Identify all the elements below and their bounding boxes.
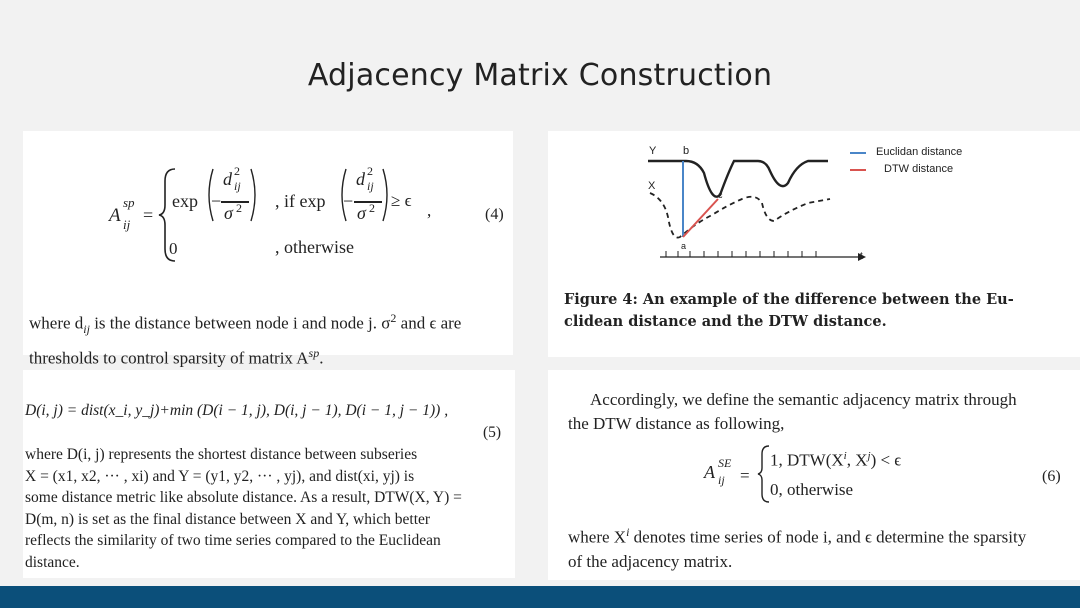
panel1-line1 bbox=[29, 306, 513, 341]
p1-sub: ij bbox=[83, 322, 90, 337]
p1-where: where d bbox=[29, 313, 84, 333]
fig-label-b: b bbox=[683, 145, 690, 157]
dtw-distance-line bbox=[683, 199, 718, 237]
p1-end: and ϵ are bbox=[396, 313, 462, 333]
legend-dtw-label: DTW distance bbox=[884, 163, 954, 175]
eq4-num-sub: ij bbox=[234, 179, 241, 193]
p4-outro-start: where X bbox=[568, 527, 627, 547]
fig-label-c: c bbox=[718, 190, 723, 200]
eq6-case1-start: 1, DTW(X bbox=[770, 450, 844, 470]
eq4-num-sub-2: ij bbox=[367, 179, 374, 193]
fig-label-a: a bbox=[681, 241, 687, 251]
figure-caption bbox=[564, 289, 1064, 333]
dtw-figure bbox=[638, 143, 978, 267]
eq4-comma: , bbox=[427, 201, 432, 220]
eq6-case1-mid: , X bbox=[846, 450, 868, 470]
p3-line3: some distance metric like absolute distance. As a result, DTW(X, Y) = bbox=[25, 489, 462, 506]
p1-sup: 2 bbox=[390, 311, 397, 325]
panel1-paragraph bbox=[29, 306, 513, 371]
eq4-minus: − bbox=[211, 191, 222, 211]
equation-6-panel bbox=[548, 370, 1080, 580]
eq4-equals: = bbox=[143, 205, 154, 225]
caption-line2: clidean distance and the DTW distance. bbox=[564, 313, 887, 330]
eq4-den: σ bbox=[224, 203, 233, 223]
p1-l2-sup: sp bbox=[308, 346, 320, 361]
figure-4-panel bbox=[548, 131, 1080, 357]
eq6-lhs: A bbox=[704, 462, 715, 482]
eq4-zero: 0 bbox=[169, 239, 178, 258]
p3-line6: distance. bbox=[25, 553, 80, 571]
caption-line1: Figure 4: An example of the difference between the Eu- bbox=[564, 291, 1014, 308]
p1-l2-end: . bbox=[319, 348, 324, 368]
eq4-den-sup-2: 2 bbox=[369, 201, 375, 215]
eq6-sup-i: i bbox=[843, 450, 847, 462]
eq5-number: (5) bbox=[483, 424, 502, 441]
fig-label-x: X bbox=[648, 180, 656, 192]
series-x-line bbox=[650, 193, 830, 238]
eq6-case2: 0, otherwise bbox=[770, 480, 854, 499]
eq4-num-sup-2: 2 bbox=[367, 164, 373, 178]
panel4-intro bbox=[568, 388, 1068, 436]
eq4-if: , if exp bbox=[275, 191, 326, 211]
eq6-equals: = bbox=[740, 466, 750, 485]
p1-rest: is the distance between node i and node j. σ bbox=[89, 313, 391, 333]
axis-ticks bbox=[666, 251, 816, 257]
p3-line2: X = (x1, x2, ··· , xi) and Y = (y1, y2, ··· , yj), and dist(xi, yj) is bbox=[25, 467, 415, 485]
eq4-number: (4) bbox=[485, 206, 504, 223]
eq4-num-2: d bbox=[356, 169, 365, 189]
p3-line1: where D(i, j) represents the shortest distance between subseries bbox=[25, 446, 418, 463]
equation-4-panel bbox=[23, 131, 513, 368]
eq4-lhs-sup: sp bbox=[123, 195, 135, 210]
p3-line5: reflects the similarity of two time series compared to the Euclidean bbox=[25, 532, 441, 549]
p4-outro1 bbox=[568, 520, 1078, 550]
p4-outro-sup: i bbox=[626, 525, 630, 539]
fig-label-t: t bbox=[860, 251, 863, 262]
eq4-lhs-sub: ij bbox=[123, 217, 131, 232]
eq4-exp: exp bbox=[172, 191, 198, 211]
panel4-outro bbox=[568, 520, 1078, 574]
panel3-paragraph bbox=[25, 444, 511, 573]
p4-intro2: the DTW distance as following, bbox=[568, 414, 785, 433]
eq4-den-2: σ bbox=[357, 203, 366, 223]
eq4-minus-2: − bbox=[343, 191, 354, 211]
eq6-number: (6) bbox=[1042, 468, 1061, 485]
eq6-lhs-sub: ij bbox=[718, 473, 725, 487]
eq4-geq: ≥ ϵ bbox=[391, 191, 412, 210]
panel1-line2 bbox=[29, 341, 513, 371]
bottom-bar bbox=[0, 586, 1080, 608]
p1-l2: thresholds to control sparsity of matrix A bbox=[29, 348, 309, 368]
series-y-line bbox=[648, 161, 828, 197]
eq4-lhs: A bbox=[109, 205, 121, 226]
eq5: D(i, j) = dist(x_i, y_j)+min (D(i − 1, j), D(i, j − 1), D(i − 1, j − 1)) , bbox=[25, 402, 449, 419]
p4-intro1: Accordingly, we define the semantic adjacency matrix through bbox=[590, 390, 1017, 409]
p4-outro2: of the adjacency matrix. bbox=[568, 551, 733, 571]
eq4-otherwise: , otherwise bbox=[275, 237, 354, 257]
fig-label-y: Y bbox=[649, 145, 657, 157]
eq6-sup-j: j bbox=[867, 450, 871, 462]
eq6-case1-end: ) < ϵ bbox=[870, 450, 902, 470]
legend-euclidean-label: Euclidan distance bbox=[876, 146, 963, 158]
eq4-num-sup: 2 bbox=[234, 164, 240, 178]
eq4-den-sup: 2 bbox=[236, 201, 242, 215]
slide-title: Adjacency Matrix Construction bbox=[307, 58, 773, 93]
eq4-num: d bbox=[223, 169, 232, 189]
eq6-lhs-sup: SE bbox=[718, 456, 732, 470]
p4-outro-rest: denotes time series of node i, and ϵ determine the sparsity bbox=[629, 527, 1027, 547]
eq4-paren-right bbox=[249, 167, 261, 223]
p3-line4: D(m, n) is set as the final distance between X and Y, which better bbox=[25, 510, 431, 528]
eq6-case1 bbox=[770, 450, 901, 471]
equation-5-panel bbox=[23, 370, 515, 578]
